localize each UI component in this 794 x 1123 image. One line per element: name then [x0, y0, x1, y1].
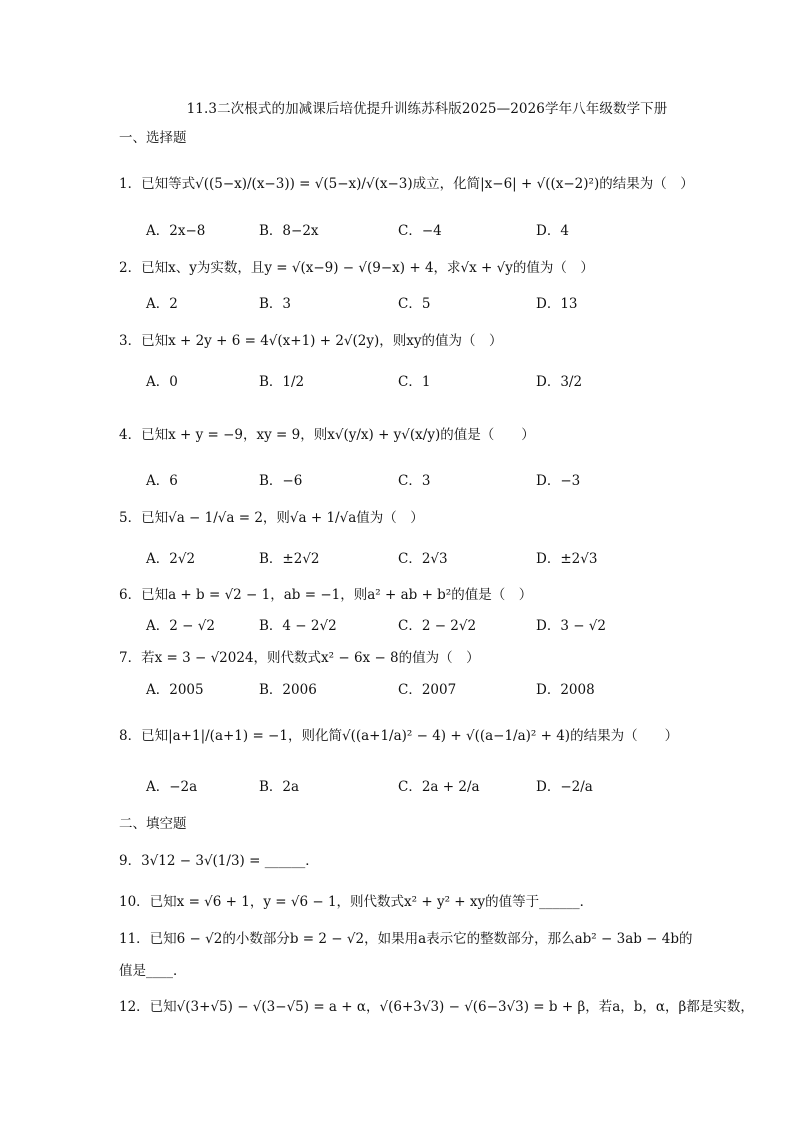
option-b: B．±2√2: [259, 551, 320, 567]
document-title: 11.3二次根式的加减课后培优提升训练苏科版2025—2026学年八年级数学下册: [186, 101, 668, 117]
option-c: C．2a + 2/a: [398, 779, 480, 795]
option-a: A．−2a: [146, 779, 198, 795]
question-4-options: [146, 469, 706, 493]
option-d: D．4: [536, 223, 569, 239]
option-b: B．2a: [259, 779, 300, 795]
question-7-options: [146, 678, 706, 702]
option-c: C．1: [398, 374, 431, 390]
option-b: B．4 − 2√2: [259, 618, 337, 634]
option-d: D．±2√3: [536, 551, 598, 567]
option-a: A．2√2: [146, 551, 196, 567]
question-12: 12．已知√(3+√5) − √(3−√5) = a + α，√(6+3√3) − √(6−3√3) = b + β，若a，b，α，β都是实数，: [119, 999, 754, 1015]
question-2-options: [146, 292, 706, 316]
option-d: D．13: [536, 296, 578, 312]
option-c: C．5: [398, 296, 431, 312]
question-5-options: [146, 547, 706, 571]
question-3-options: [146, 370, 706, 394]
option-a: A．6: [146, 473, 178, 489]
option-c: C．−4: [398, 223, 442, 239]
option-a: A．0: [146, 374, 178, 390]
option-a: A．2 − √2: [146, 618, 215, 634]
question-9: 9．3√12 − 3√(1/3) = ______．: [119, 853, 319, 869]
option-d: D．3 − √2: [536, 618, 606, 634]
option-c: C．2 − 2√2: [398, 618, 477, 634]
option-b: B．2006: [259, 682, 317, 698]
section-heading-fill: 二、填空题: [119, 816, 187, 832]
question-3: 3．已知x + 2y + 6 = 4√(x+1) + 2√(2y)，则xy的值为（ ）: [119, 333, 503, 349]
option-d: D．2008: [536, 682, 595, 698]
question-1: 1．已知等式√((5−x)/(x−3)) = √(5−x)/√(x−3)成立，化简|x−6| + √((x−2)²)的结果为（ ）: [119, 176, 694, 192]
question-6-options: [146, 614, 706, 638]
option-b: B．1/2: [259, 374, 305, 390]
option-c: C．2√3: [398, 551, 448, 567]
question-11-continued: 值是____．: [119, 963, 187, 979]
option-d: D．−2/a: [536, 779, 593, 795]
question-8-options: [146, 775, 706, 799]
question-1-options: [146, 219, 706, 243]
option-b: B．8−2x: [259, 223, 319, 239]
question-2: 2．已知x、y为实数，且y = √(x−9) − √(9−x) + 4，求√x + √y的值为（ ）: [119, 260, 594, 276]
option-a: A．2: [146, 296, 178, 312]
option-c: C．2007: [398, 682, 457, 698]
question-5: 5．已知√a − 1/√a = 2，则√a + 1/√a值为（ ）: [119, 510, 424, 526]
option-c: C．3: [398, 473, 431, 489]
option-a: A．2005: [146, 682, 204, 698]
question-8: 8．已知|a+1|/(a+1) = −1，则化简√((a+1/a)² − 4) + √((a−1/a)² + 4)的结果为（ ）: [119, 728, 679, 744]
question-6: 6．已知a + b = √2 − 1，ab = −1，则a² + ab + b²的值是（ ）: [119, 587, 533, 603]
option-d: D．−3: [536, 473, 581, 489]
question-4: 4．已知x + y = −9，xy = 9，则x√(y/x) + y√(x/y)的值是（ ）: [119, 427, 535, 443]
question-7: 7．若x = 3 − √2024，则代数式x² − 6x − 8的值为（ ）: [119, 650, 480, 666]
question-11: 11．已知6 − √2的小数部分b = 2 − √2，如果用a表示它的整数部分，那么ab² − 3ab − 4b的: [119, 931, 693, 947]
question-10: 10．已知x = √6 + 1，y = √6 − 1，则代数式x² + y² + xy的值等于______．: [119, 894, 594, 910]
option-d: D．3/2: [536, 374, 583, 390]
section-heading-choice: 一、选择题: [119, 130, 187, 146]
option-b: B．3: [259, 296, 292, 312]
option-b: B．−6: [259, 473, 303, 489]
option-a: A．2x−8: [146, 223, 206, 239]
